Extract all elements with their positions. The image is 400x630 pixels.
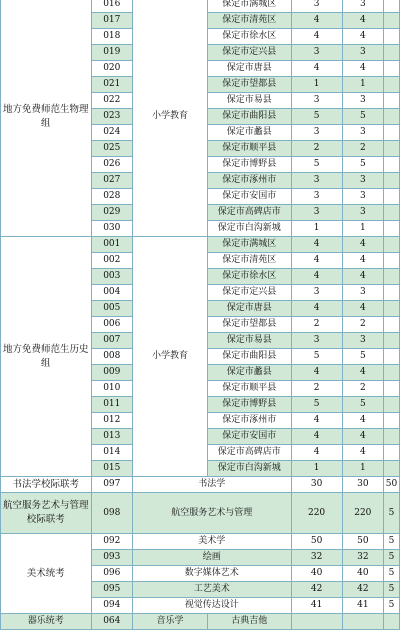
county-cell: 保定市安国市: [208, 429, 291, 445]
quota-cell: 4: [291, 445, 342, 461]
county-cell: 保定市高碑店市: [208, 445, 291, 461]
quota-cell: 4: [291, 13, 342, 29]
quota-cell: 4: [291, 61, 342, 77]
major-cell: 数字媒体艺术: [133, 566, 292, 582]
quota-cell: 41: [342, 598, 383, 614]
major-cell: 航空服务艺术与管理: [133, 493, 292, 534]
county-cell: 保定市徐水区: [208, 269, 291, 285]
code-cell: 013: [91, 429, 132, 445]
extra-cell: [384, 157, 400, 173]
code-cell: 028: [91, 189, 132, 205]
extra-cell: [384, 109, 400, 125]
major-cell: 绘画: [133, 550, 292, 566]
quota-cell: 220: [342, 493, 383, 534]
code-cell: 014: [91, 445, 132, 461]
major-sub-cell: 古典吉他: [208, 614, 291, 630]
county-cell: 保定市唐县: [208, 301, 291, 317]
code-cell: 008: [91, 349, 132, 365]
quota-cell: 40: [342, 566, 383, 582]
quota-cell: 4: [291, 301, 342, 317]
quota-cell: 4: [342, 29, 383, 45]
quota-cell: 3: [342, 0, 383, 13]
quota-cell: 5: [342, 349, 383, 365]
quota-cell: 4: [342, 253, 383, 269]
county-cell: 保定市满城区: [208, 237, 291, 253]
major-cell: 音乐学: [133, 614, 208, 630]
extra-cell: [384, 301, 400, 317]
code-cell: 010: [91, 381, 132, 397]
code-cell: 093: [91, 550, 132, 566]
quota-cell: 4: [342, 61, 383, 77]
major-cell: 美术学: [133, 534, 292, 550]
quota-cell: 3: [342, 173, 383, 189]
quota-cell: 2: [342, 317, 383, 333]
extra-cell: [384, 445, 400, 461]
code-cell: 029: [91, 205, 132, 221]
extra-cell: [384, 221, 400, 237]
quota-cell: 41: [291, 598, 342, 614]
code-cell: 092: [91, 534, 132, 550]
quota-cell: 4: [342, 269, 383, 285]
county-cell: 保定市蠡县: [208, 365, 291, 381]
quota-cell: 5: [384, 534, 400, 550]
extra-cell: [384, 141, 400, 157]
major-cell: 视觉传达设计: [133, 598, 292, 614]
code-cell: 019: [91, 45, 132, 61]
county-cell: 保定市唐县: [208, 61, 291, 77]
quota-cell: 5: [384, 566, 400, 582]
quota-cell: 50: [384, 477, 400, 493]
code-cell: 022: [91, 93, 132, 109]
quota-cell: 4: [291, 237, 342, 253]
quota-cell: 5: [384, 550, 400, 566]
county-cell: 保定市徐水区: [208, 29, 291, 45]
quota-cell: 3: [342, 285, 383, 301]
county-cell: 保定市白沟新城: [208, 461, 291, 477]
code-cell: 024: [91, 125, 132, 141]
extra-cell: [384, 205, 400, 221]
quota-cell: 50: [342, 534, 383, 550]
extra-cell: [384, 285, 400, 301]
county-cell: 保定市顺平县: [208, 141, 291, 157]
quota-cell: 42: [342, 582, 383, 598]
quota-cell: 4: [342, 445, 383, 461]
extra-cell: [384, 461, 400, 477]
code-cell: 018: [91, 29, 132, 45]
quota-cell: 5: [291, 157, 342, 173]
county-cell: 保定市望都县: [208, 317, 291, 333]
code-cell: 097: [91, 477, 132, 493]
quota-cell: 3: [291, 45, 342, 61]
quota-cell: 32: [291, 550, 342, 566]
code-cell: 095: [91, 582, 132, 598]
county-cell: 保定市易县: [208, 93, 291, 109]
quota-cell: 5: [384, 598, 400, 614]
code-cell: 023: [91, 109, 132, 125]
quota-cell: 1: [342, 77, 383, 93]
extra-cell: [384, 429, 400, 445]
table-row: [1, 0, 400, 13]
quota-cell: 4: [291, 365, 342, 381]
code-cell: 016: [91, 0, 132, 13]
quota-cell: 2: [342, 141, 383, 157]
quota-cell: 3: [291, 125, 342, 141]
quota-cell: 4: [342, 237, 383, 253]
extra-cell: [384, 0, 400, 13]
code-cell: 009: [91, 365, 132, 381]
quota-cell: 4: [291, 269, 342, 285]
quota-cell: 1: [291, 461, 342, 477]
county-cell: 保定市易县: [208, 333, 291, 349]
quota-cell: 4: [291, 413, 342, 429]
quota-cell: 2: [291, 141, 342, 157]
quota-cell: 5: [384, 582, 400, 598]
quota-cell: 3: [342, 333, 383, 349]
quota-cell: 3: [342, 93, 383, 109]
quota-cell: 3: [291, 333, 342, 349]
quota-cell: 5: [342, 397, 383, 413]
county-cell: 保定市定兴县: [208, 285, 291, 301]
extra-cell: [384, 269, 400, 285]
code-cell: 096: [91, 566, 132, 582]
group-label: 美术统考: [1, 534, 92, 614]
county-cell: 保定市博野县: [208, 157, 291, 173]
extra-cell: [384, 45, 400, 61]
county-cell: 保定市顺平县: [208, 381, 291, 397]
county-cell: 保定市白沟新城: [208, 221, 291, 237]
extra-cell: [384, 381, 400, 397]
group-label: 地方免费师范生历史组: [1, 237, 92, 477]
table-row: [1, 237, 400, 253]
extra-cell: [384, 189, 400, 205]
code-cell: 007: [91, 333, 132, 349]
quota-cell: 4: [342, 413, 383, 429]
quota-cell: 5: [384, 493, 400, 534]
extra-cell: [384, 237, 400, 253]
quota-cell: 5: [342, 109, 383, 125]
group-label: 航空服务艺术与管理校际联考: [1, 493, 92, 534]
table-row: [1, 534, 400, 550]
quota-cell: 1: [342, 461, 383, 477]
quota-cell: 30: [291, 477, 342, 493]
extra-cell: [384, 349, 400, 365]
major-cell: 工艺美术: [133, 582, 292, 598]
quota-cell: 3: [291, 285, 342, 301]
extra-cell: [384, 333, 400, 349]
extra-cell: [384, 61, 400, 77]
quota-cell: 4: [342, 301, 383, 317]
code-cell: 011: [91, 397, 132, 413]
county-cell: 保定市望都县: [208, 77, 291, 93]
quota-cell: 5: [291, 397, 342, 413]
code-cell: 005: [91, 301, 132, 317]
quota-cell: [342, 614, 383, 630]
county-cell: 保定市曲阳县: [208, 109, 291, 125]
quota-cell: 1: [342, 221, 383, 237]
extra-cell: [384, 614, 400, 630]
major-cell: 书法学: [133, 477, 292, 493]
extra-cell: [384, 173, 400, 189]
quota-cell: 3: [342, 205, 383, 221]
code-cell: 026: [91, 157, 132, 173]
quota-cell: 4: [291, 253, 342, 269]
quota-cell: 5: [291, 109, 342, 125]
table-row: [1, 493, 400, 534]
quota-cell: 2: [291, 317, 342, 333]
extra-cell: [384, 13, 400, 29]
county-cell: 保定市清苑区: [208, 13, 291, 29]
quota-cell: 5: [291, 349, 342, 365]
code-cell: 003: [91, 269, 132, 285]
extra-cell: [384, 125, 400, 141]
code-cell: 027: [91, 173, 132, 189]
quota-cell: [291, 614, 342, 630]
quota-cell: 3: [291, 0, 342, 13]
extra-cell: [384, 397, 400, 413]
code-cell: 015: [91, 461, 132, 477]
category-cell: 小学教育: [133, 0, 208, 237]
quota-cell: 50: [291, 534, 342, 550]
extra-cell: [384, 93, 400, 109]
group-label: 地方免费师范生物理组: [1, 0, 92, 237]
quota-cell: 2: [291, 381, 342, 397]
quota-cell: 3: [342, 45, 383, 61]
quota-cell: 32: [342, 550, 383, 566]
quota-cell: 4: [291, 429, 342, 445]
county-cell: 保定市博野县: [208, 397, 291, 413]
code-cell: 094: [91, 598, 132, 614]
quota-cell: 5: [342, 157, 383, 173]
code-cell: 012: [91, 413, 132, 429]
quota-cell: 3: [342, 189, 383, 205]
code-cell: 030: [91, 221, 132, 237]
group-label: 书法学校际联考: [1, 477, 92, 493]
extra-cell: [384, 365, 400, 381]
extra-cell: [384, 77, 400, 93]
extra-cell: [384, 317, 400, 333]
quota-cell: 4: [291, 29, 342, 45]
county-cell: 保定市安国市: [208, 189, 291, 205]
extra-cell: [384, 29, 400, 45]
code-cell: 098: [91, 493, 132, 534]
extra-cell: [384, 253, 400, 269]
quota-cell: 3: [291, 173, 342, 189]
code-cell: 001: [91, 237, 132, 253]
county-cell: 保定市高碑店市: [208, 205, 291, 221]
quota-cell: 30: [342, 477, 383, 493]
quota-cell: 1: [291, 77, 342, 93]
county-cell: 保定市定兴县: [208, 45, 291, 61]
code-cell: 002: [91, 253, 132, 269]
code-cell: 017: [91, 13, 132, 29]
code-cell: 064: [91, 614, 132, 630]
county-cell: 保定市曲阳县: [208, 349, 291, 365]
county-cell: 保定市涿州市: [208, 173, 291, 189]
quota-cell: 3: [291, 93, 342, 109]
quota-cell: 4: [342, 13, 383, 29]
quota-cell: 40: [291, 566, 342, 582]
quota-cell: 3: [291, 189, 342, 205]
quota-cell: 42: [291, 582, 342, 598]
county-cell: 保定市满城区: [208, 0, 291, 13]
category-cell: 小学教育: [133, 237, 208, 477]
quota-cell: 3: [342, 125, 383, 141]
quota-cell: 4: [342, 429, 383, 445]
county-cell: 保定市涿州市: [208, 413, 291, 429]
code-cell: 004: [91, 285, 132, 301]
quota-cell: 4: [342, 365, 383, 381]
extra-cell: [384, 413, 400, 429]
table-row: [1, 614, 400, 630]
quota-cell: 3: [291, 205, 342, 221]
county-cell: 保定市蠡县: [208, 125, 291, 141]
quota-cell: 1: [291, 221, 342, 237]
code-cell: 020: [91, 61, 132, 77]
quota-cell: 2: [342, 381, 383, 397]
quota-cell: 220: [291, 493, 342, 534]
county-cell: 保定市清苑区: [208, 253, 291, 269]
group-label: 器乐统考: [1, 614, 92, 630]
code-cell: 006: [91, 317, 132, 333]
table-row: [1, 477, 400, 493]
code-cell: 021: [91, 77, 132, 93]
code-cell: 025: [91, 141, 132, 157]
